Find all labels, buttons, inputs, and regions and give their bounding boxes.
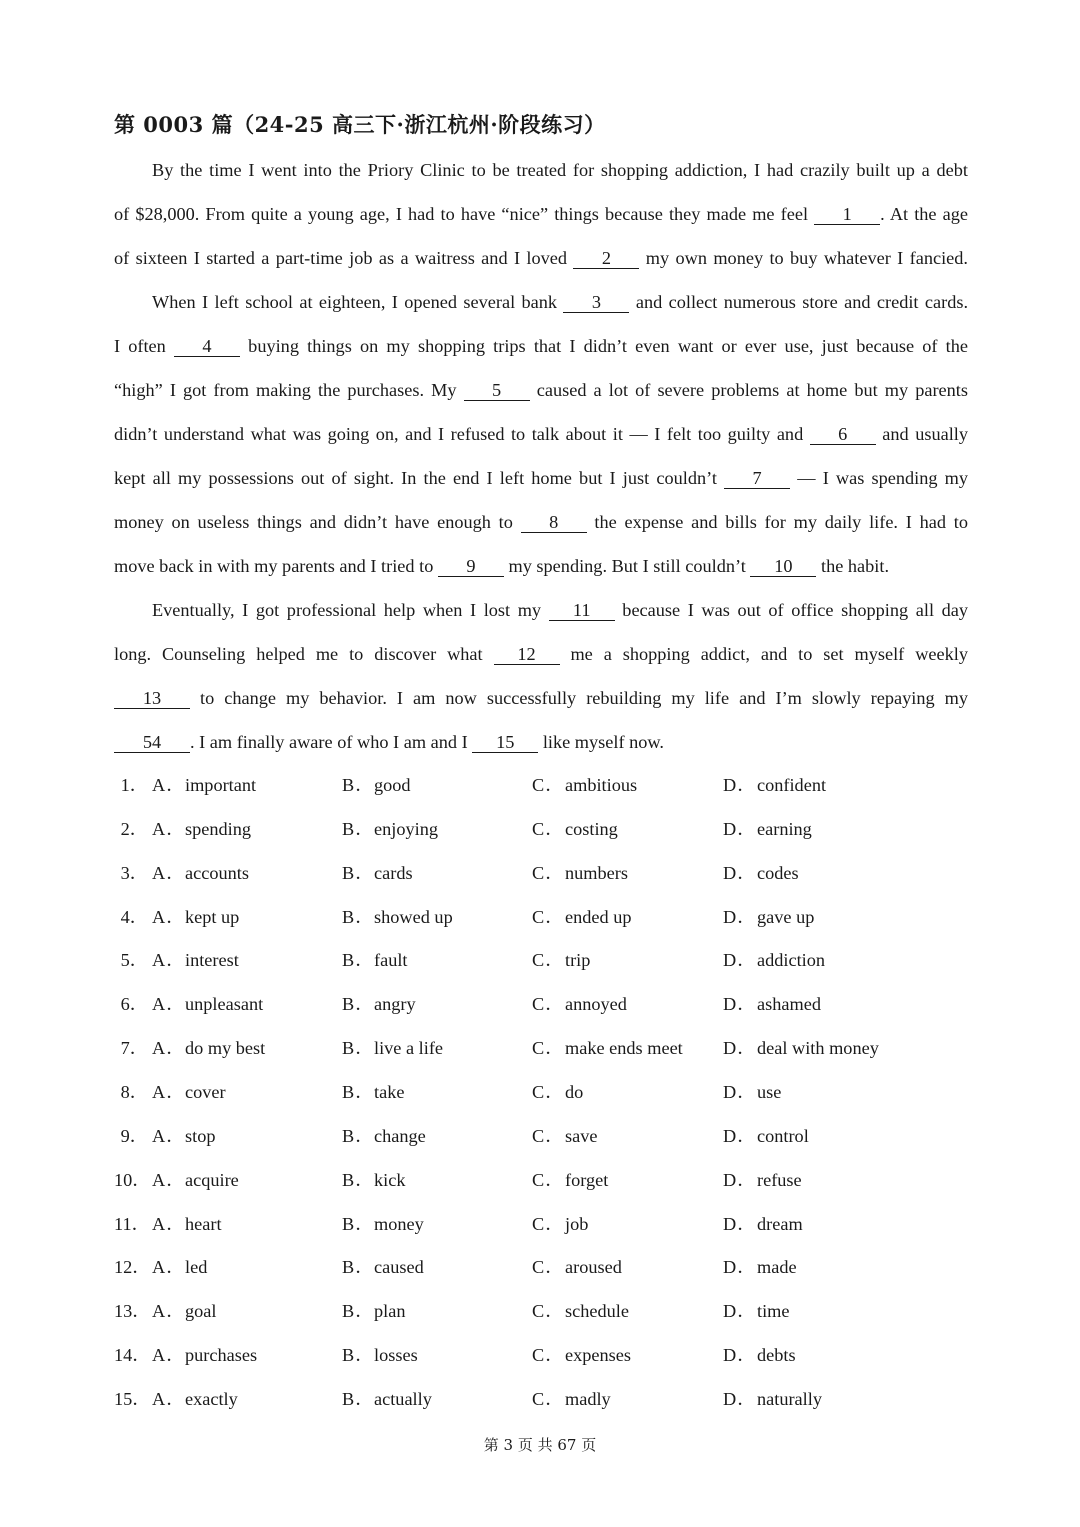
option-label-b: B． (342, 1169, 375, 1190)
question-number: 12． (114, 1257, 151, 1278)
option-label-c: C． (532, 775, 565, 795)
option-d: codes (757, 862, 799, 883)
question-row (114, 948, 974, 972)
option-a: purchases (185, 1345, 258, 1366)
option-c: make ends meet (565, 1038, 683, 1059)
option-d: use (757, 1081, 782, 1102)
blank-13: 13 (114, 689, 190, 709)
option-c: madly (565, 1388, 611, 1409)
option-label-c: C． (532, 906, 565, 927)
option-label-c: C． (532, 1081, 565, 1102)
option-d: refuse (757, 1169, 802, 1190)
option-d: ashamed (757, 994, 821, 1015)
article-title: 第 0003 篇（24-25 高三下·浙江杭州·阶段练习） (114, 112, 606, 137)
blank-10: 10 (750, 557, 816, 577)
passage-line: long. Counseling helped me to discover what 12 me a shopping addict, and to set myself weekly (114, 644, 968, 664)
question-row (114, 992, 974, 1016)
passage-line: of $28,000. From quite a young age, I had to have “nice” things because they made me feel 1 . At the age (114, 204, 968, 224)
option-b: good (374, 775, 411, 795)
option-label-a: A． (152, 1125, 186, 1146)
option-a: do my best (185, 1038, 266, 1059)
passage-line: I often 4 buying things on my shopping trips that I didn’t even want or ever use, just because of the (114, 336, 968, 356)
option-label-d: D． (723, 1257, 757, 1278)
question-row (114, 905, 974, 929)
option-label-c: C． (532, 1038, 565, 1059)
option-label-b: B． (342, 1038, 375, 1059)
option-c: job (565, 1213, 589, 1234)
passage-line: didn’t understand what was going on, and I refused to talk about it — I felt too guilty and 6 and usually (114, 424, 969, 444)
passage-line: 13 to change my behavior. I am now successfully rebuilding my life and I’m slowly repaying my (114, 686, 968, 710)
option-label-a: A． (152, 1038, 186, 1059)
question-number: 3． (120, 862, 148, 883)
question-row (114, 773, 974, 797)
option-label-c: C． (532, 1345, 565, 1366)
option-c: ended up (565, 906, 632, 927)
question-number: 2． (120, 818, 148, 839)
question-number: 1． (120, 775, 148, 795)
option-d: addiction (757, 950, 826, 971)
option-label-d: D． (723, 1388, 757, 1409)
option-b: kick (374, 1169, 406, 1190)
option-label-b: B． (342, 1388, 375, 1409)
passage-line: kept all my possessions out of sight. In the end I left home but I just couldn’t 7 — I was spending my (114, 468, 969, 488)
question-number: 7． (120, 1038, 148, 1059)
option-label-c: C． (532, 1388, 565, 1409)
question-row (114, 1124, 974, 1148)
option-b: losses (374, 1345, 418, 1366)
option-c: expenses (565, 1345, 631, 1366)
option-a: heart (185, 1213, 222, 1234)
option-d: gave up (757, 906, 815, 927)
option-label-a: A． (152, 1388, 186, 1409)
option-c: costing (565, 818, 618, 839)
question-number: 6． (120, 994, 148, 1015)
question-number: 4． (120, 906, 148, 927)
option-b: live a life (374, 1038, 444, 1059)
option-b: change (374, 1125, 426, 1146)
option-c: annoyed (565, 994, 627, 1015)
option-a: important (185, 775, 257, 795)
option-label-d: D． (723, 994, 757, 1015)
option-b: cards (374, 862, 413, 883)
blank-4: 4 (174, 337, 240, 357)
option-label-a: A． (152, 1301, 186, 1322)
option-c: save (565, 1125, 598, 1146)
option-d: deal with money (757, 1038, 879, 1059)
question-number: 5． (120, 950, 148, 971)
option-label-b: B． (342, 1125, 375, 1146)
option-b: take (374, 1081, 405, 1102)
blank-2: 2 (573, 249, 639, 269)
option-label-d: D． (723, 1345, 757, 1366)
option-d: dream (757, 1213, 803, 1234)
blank-9: 9 (438, 557, 504, 577)
option-label-c: C． (532, 1213, 565, 1234)
option-label-b: B． (342, 1081, 375, 1102)
option-label-a: A． (152, 862, 186, 883)
option-c: numbers (565, 862, 628, 883)
option-label-c: C． (532, 1125, 565, 1146)
question-row (114, 1255, 974, 1279)
option-b: actually (374, 1388, 432, 1409)
option-a: exactly (185, 1388, 238, 1409)
option-b: angry (374, 994, 416, 1015)
option-a: unpleasant (185, 994, 264, 1015)
option-label-c: C． (532, 994, 565, 1015)
option-label-a: A． (152, 775, 186, 795)
passage-line: By the time I went into the Priory Clinic to be treated for shopping addiction, I had crazily built up a debt (152, 160, 968, 180)
question-row (114, 1168, 974, 1192)
passage-line: “high” I got from making the purchases. My 5 caused a lot of severe problems at home but my parents (114, 380, 968, 400)
question-number: 15． (114, 1388, 151, 1409)
question-row (114, 1036, 974, 1060)
option-label-c: C． (532, 1169, 565, 1190)
option-b: caused (374, 1257, 424, 1278)
blank-3: 3 (563, 293, 629, 313)
option-d: confident (757, 775, 827, 795)
option-label-a: A． (152, 1213, 186, 1234)
option-label-a: A． (152, 818, 186, 839)
question-row (114, 817, 974, 841)
question-row (114, 861, 974, 885)
passage-line: of sixteen I started a part-time job as a waitress and I loved 2 my own money to buy whatever I fancied. (114, 248, 968, 268)
option-label-b: B． (342, 994, 375, 1015)
blank-5: 5 (464, 381, 530, 401)
option-b: plan (374, 1301, 406, 1322)
option-label-d: D． (723, 906, 757, 927)
question-number: 10． (114, 1169, 151, 1190)
option-label-a: A． (152, 1345, 186, 1366)
question-row (114, 1299, 974, 1323)
option-label-b: B． (342, 1345, 375, 1366)
option-label-b: B． (342, 950, 375, 971)
option-a: cover (185, 1081, 226, 1102)
option-label-b: B． (342, 906, 375, 927)
option-label-d: D． (723, 775, 757, 795)
option-label-b: B． (342, 775, 375, 795)
option-label-a: A． (152, 994, 186, 1015)
option-label-d: D． (723, 1213, 757, 1234)
option-a: interest (185, 950, 239, 971)
passage-line: Eventually, I got professional help when I lost my 11 because I was out of office shopping all day (152, 600, 969, 620)
question-number: 11． (114, 1213, 150, 1234)
option-a: kept up (185, 906, 240, 927)
option-label-d: D． (723, 1081, 757, 1102)
question-number: 13． (114, 1301, 151, 1322)
option-c: schedule (565, 1301, 629, 1322)
option-label-a: A． (152, 1257, 186, 1278)
option-a: led (185, 1257, 208, 1278)
option-c: forget (565, 1169, 609, 1190)
option-label-b: B． (342, 862, 375, 883)
option-b: money (374, 1213, 424, 1234)
option-label-a: A． (152, 950, 186, 971)
option-label-c: C． (532, 818, 565, 839)
option-b: enjoying (374, 818, 438, 839)
option-label-b: B． (342, 1301, 375, 1322)
option-label-c: C． (532, 1257, 565, 1278)
option-d: debts (757, 1345, 796, 1366)
option-label-d: D． (723, 1038, 757, 1059)
blank-11: 11 (549, 601, 615, 621)
option-d: time (757, 1301, 790, 1322)
blank-8: 8 (521, 513, 587, 533)
option-label-c: C． (532, 862, 565, 883)
blank-15: 15 (472, 733, 538, 753)
question-number: 9． (120, 1125, 148, 1146)
option-d: control (757, 1125, 809, 1146)
option-label-d: D． (723, 1301, 757, 1322)
option-label-a: A． (152, 906, 186, 927)
option-a: acquire (185, 1169, 239, 1190)
option-label-d: D． (723, 1169, 757, 1190)
option-d: naturally (757, 1388, 822, 1409)
blank-14: 54 (114, 733, 190, 753)
blank-12: 12 (494, 645, 560, 665)
option-a: goal (185, 1301, 217, 1322)
option-label-d: D． (723, 1125, 757, 1146)
page-footer: 第 3 页 共 67 页 (483, 1436, 597, 1454)
option-label-d: D． (723, 818, 757, 839)
option-label-b: B． (342, 1257, 375, 1278)
option-a: spending (185, 818, 252, 839)
option-label-c: C． (532, 950, 565, 971)
option-label-d: D． (723, 862, 757, 883)
blank-7: 7 (724, 469, 790, 489)
question-number: 8． (120, 1081, 148, 1102)
option-a: accounts (185, 862, 249, 883)
question-number: 14． (114, 1345, 151, 1366)
blank-6: 6 (810, 425, 876, 445)
option-c: do (565, 1081, 584, 1102)
option-c: trip (565, 950, 591, 971)
question-row (114, 1387, 974, 1411)
option-label-b: B． (342, 818, 375, 839)
option-c: aroused (565, 1257, 622, 1278)
option-b: showed up (374, 906, 453, 927)
question-row (114, 1212, 974, 1236)
blank-1: 1 (814, 205, 880, 225)
option-b: fault (374, 950, 408, 971)
question-row (114, 1343, 974, 1367)
option-label-b: B． (342, 1213, 375, 1234)
question-row (114, 1080, 974, 1104)
option-label-c: C． (532, 1301, 565, 1322)
passage-line: 54 . I am finally aware of who I am and I 15 like myself now. (114, 730, 968, 754)
passage-line: When I left school at eighteen, I opened several bank 3 and collect numerous store and credit cards. (152, 292, 969, 312)
option-a: stop (185, 1125, 216, 1146)
passage-line: move back in with my parents and I tried to 9 my spending. But I still couldn’t 10 the habit. (114, 556, 890, 576)
option-label-a: A． (152, 1169, 186, 1190)
passage-line: money on useless things and didn’t have enough to 8 the expense and bills for my daily life. I had to (114, 512, 968, 532)
option-d: made (757, 1257, 797, 1278)
option-label-a: A． (152, 1081, 186, 1102)
option-label-d: D． (723, 950, 757, 971)
option-c: ambitious (565, 775, 638, 795)
option-d: earning (757, 818, 812, 839)
